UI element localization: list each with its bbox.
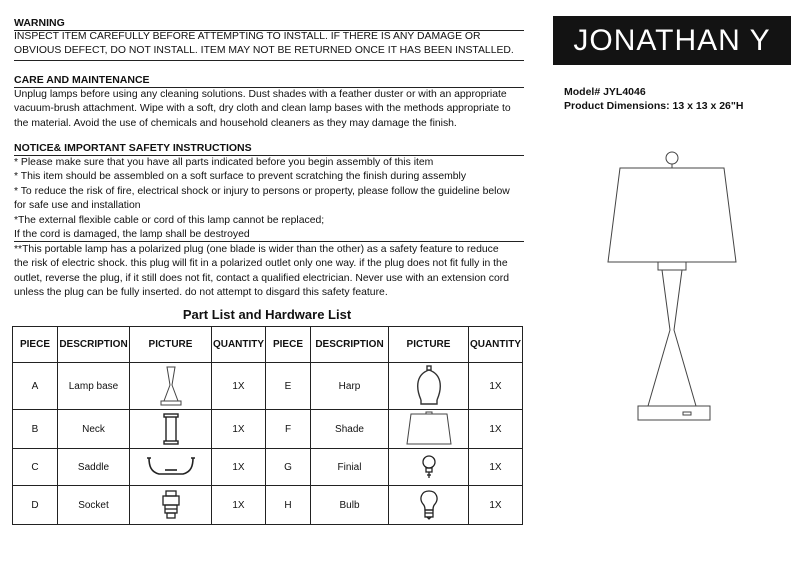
picture-cell	[389, 363, 469, 410]
column-header: QUANTITY	[212, 327, 266, 363]
warning-heading: WARNING	[14, 17, 524, 31]
care-text	[14, 88, 526, 131]
column-header: DESCRIPTION	[58, 327, 130, 363]
column-header: PIECE	[266, 327, 311, 363]
picture-cell	[130, 363, 212, 410]
description-cell: Neck	[58, 410, 130, 449]
quantity-cell: 1X	[469, 486, 523, 525]
piece-cell: G	[266, 449, 311, 486]
table-row	[13, 449, 523, 486]
lamp-illustration-icon	[600, 148, 760, 424]
safety-line: * To reduce the risk of fire, electrical shock or injury to persons or property, please follow the guideline below	[14, 185, 510, 197]
quantity-cell: 1X	[212, 486, 266, 525]
quantity-cell: 1X	[469, 363, 523, 410]
divider	[14, 60, 524, 61]
column-header: DESCRIPTION	[311, 327, 389, 363]
table-row	[13, 363, 523, 410]
table-row	[13, 486, 523, 525]
piece-cell: C	[13, 449, 58, 486]
shade-icon	[399, 411, 459, 447]
bulb-icon	[416, 489, 442, 521]
socket-icon	[157, 489, 185, 521]
column-header: PICTURE	[389, 327, 469, 363]
table-header-row	[13, 327, 523, 363]
product-dimensions: Product Dimensions: 13 x 13 x 26"H	[564, 100, 744, 112]
plug-line: outlet, reverse the plug, if it still does not fit, contact a qualified electrician. Never use with an extension cord	[14, 272, 509, 284]
parts-table	[12, 326, 523, 525]
description-cell: Socket	[58, 486, 130, 525]
care-line: Unplug lamps before using any cleaning solutions. Dust shades with a feather duster or with an appropriate	[14, 89, 507, 100]
care-line: the material. Avoid the use of chemicals and household cleaners as they may damage the finish.	[14, 117, 457, 129]
model-number: Model# JYL4046	[564, 86, 646, 98]
description-cell: Finial	[311, 449, 389, 486]
piece-cell: B	[13, 410, 58, 449]
description-cell: Harp	[311, 363, 389, 410]
table-row	[13, 410, 523, 449]
picture-cell	[389, 486, 469, 525]
safety-line: * This item should be assembled on a soft surface to prevent scratching the finish during assembly	[14, 171, 467, 183]
piece-cell: F	[266, 410, 311, 449]
saddle-icon	[145, 454, 197, 480]
neck-icon	[156, 412, 186, 446]
plug-text	[14, 243, 526, 301]
safety-line: *The external flexible cable or cord of this lamp cannot be replaced;	[14, 214, 325, 226]
description-cell: Saddle	[58, 449, 130, 486]
plug-line: the risk of electric shock. this plug will fit in a polarized outlet only one way. if the plug does not fit fully in the	[14, 258, 508, 270]
piece-cell: E	[266, 363, 311, 410]
column-header: PICTURE	[130, 327, 212, 363]
safety-line: If the cord is damaged, the lamp shall be destroyed	[14, 229, 250, 241]
care-heading: CARE AND MAINTENANCE	[14, 74, 524, 88]
column-header: PIECE	[13, 327, 58, 363]
quantity-cell: 1X	[469, 449, 523, 486]
quantity-cell: 1X	[469, 410, 523, 449]
quantity-cell: 1X	[212, 363, 266, 410]
parts-table-title: Part List and Hardware List	[182, 307, 352, 322]
harp-icon	[409, 364, 449, 408]
safety-line: for safe use and installation	[14, 200, 141, 212]
safety-text	[14, 156, 526, 242]
quantity-cell: 1X	[212, 410, 266, 449]
picture-cell	[389, 410, 469, 449]
brand-logo: JONATHAN Y	[553, 16, 791, 65]
piece-cell: D	[13, 486, 58, 525]
care-line: vacuum-brush attachment. Wipe with a soft, dry cloth and clean lamp bases with the methods appropriate to	[14, 103, 511, 115]
picture-cell	[130, 486, 212, 525]
description-cell: Lamp base	[58, 363, 130, 410]
column-header: QUANTITY	[469, 327, 523, 363]
safety-heading: NOTICE& IMPORTANT SAFETY INSTRUCTIONS	[14, 142, 524, 156]
warning-line: INSPECT ITEM CAREFULLY BEFORE ATTEMPTING TO INSTALL. IF THERE IS ANY DAMAGE OR	[14, 31, 481, 42]
piece-cell: H	[266, 486, 311, 525]
picture-cell	[389, 449, 469, 486]
warning-line: OBVIOUS DEFECT, DO NOT INSTALL. ITEM MAY NOT BE RETURNED ONCE IT HAS BEEN INSTALLED.	[14, 45, 514, 57]
plug-line: **This portable lamp has a polarized plug (one blade is wider than the other) as a safety feature to reduce	[14, 244, 499, 255]
picture-cell	[130, 449, 212, 486]
safety-line: * Please make sure that you have all parts indicated before you begin assembly of this item	[14, 157, 434, 168]
description-cell: Shade	[311, 410, 389, 449]
plug-line: unless the plug can be fully inserted. do not attempt to disgard this safety feature.	[14, 287, 388, 299]
description-cell: Bulb	[311, 486, 389, 525]
warning-text	[14, 30, 526, 59]
piece-cell: A	[13, 363, 58, 410]
finial-icon	[417, 453, 441, 481]
picture-cell	[130, 410, 212, 449]
quantity-cell: 1X	[212, 449, 266, 486]
lamp-base-icon	[151, 365, 191, 407]
divider	[14, 241, 524, 242]
